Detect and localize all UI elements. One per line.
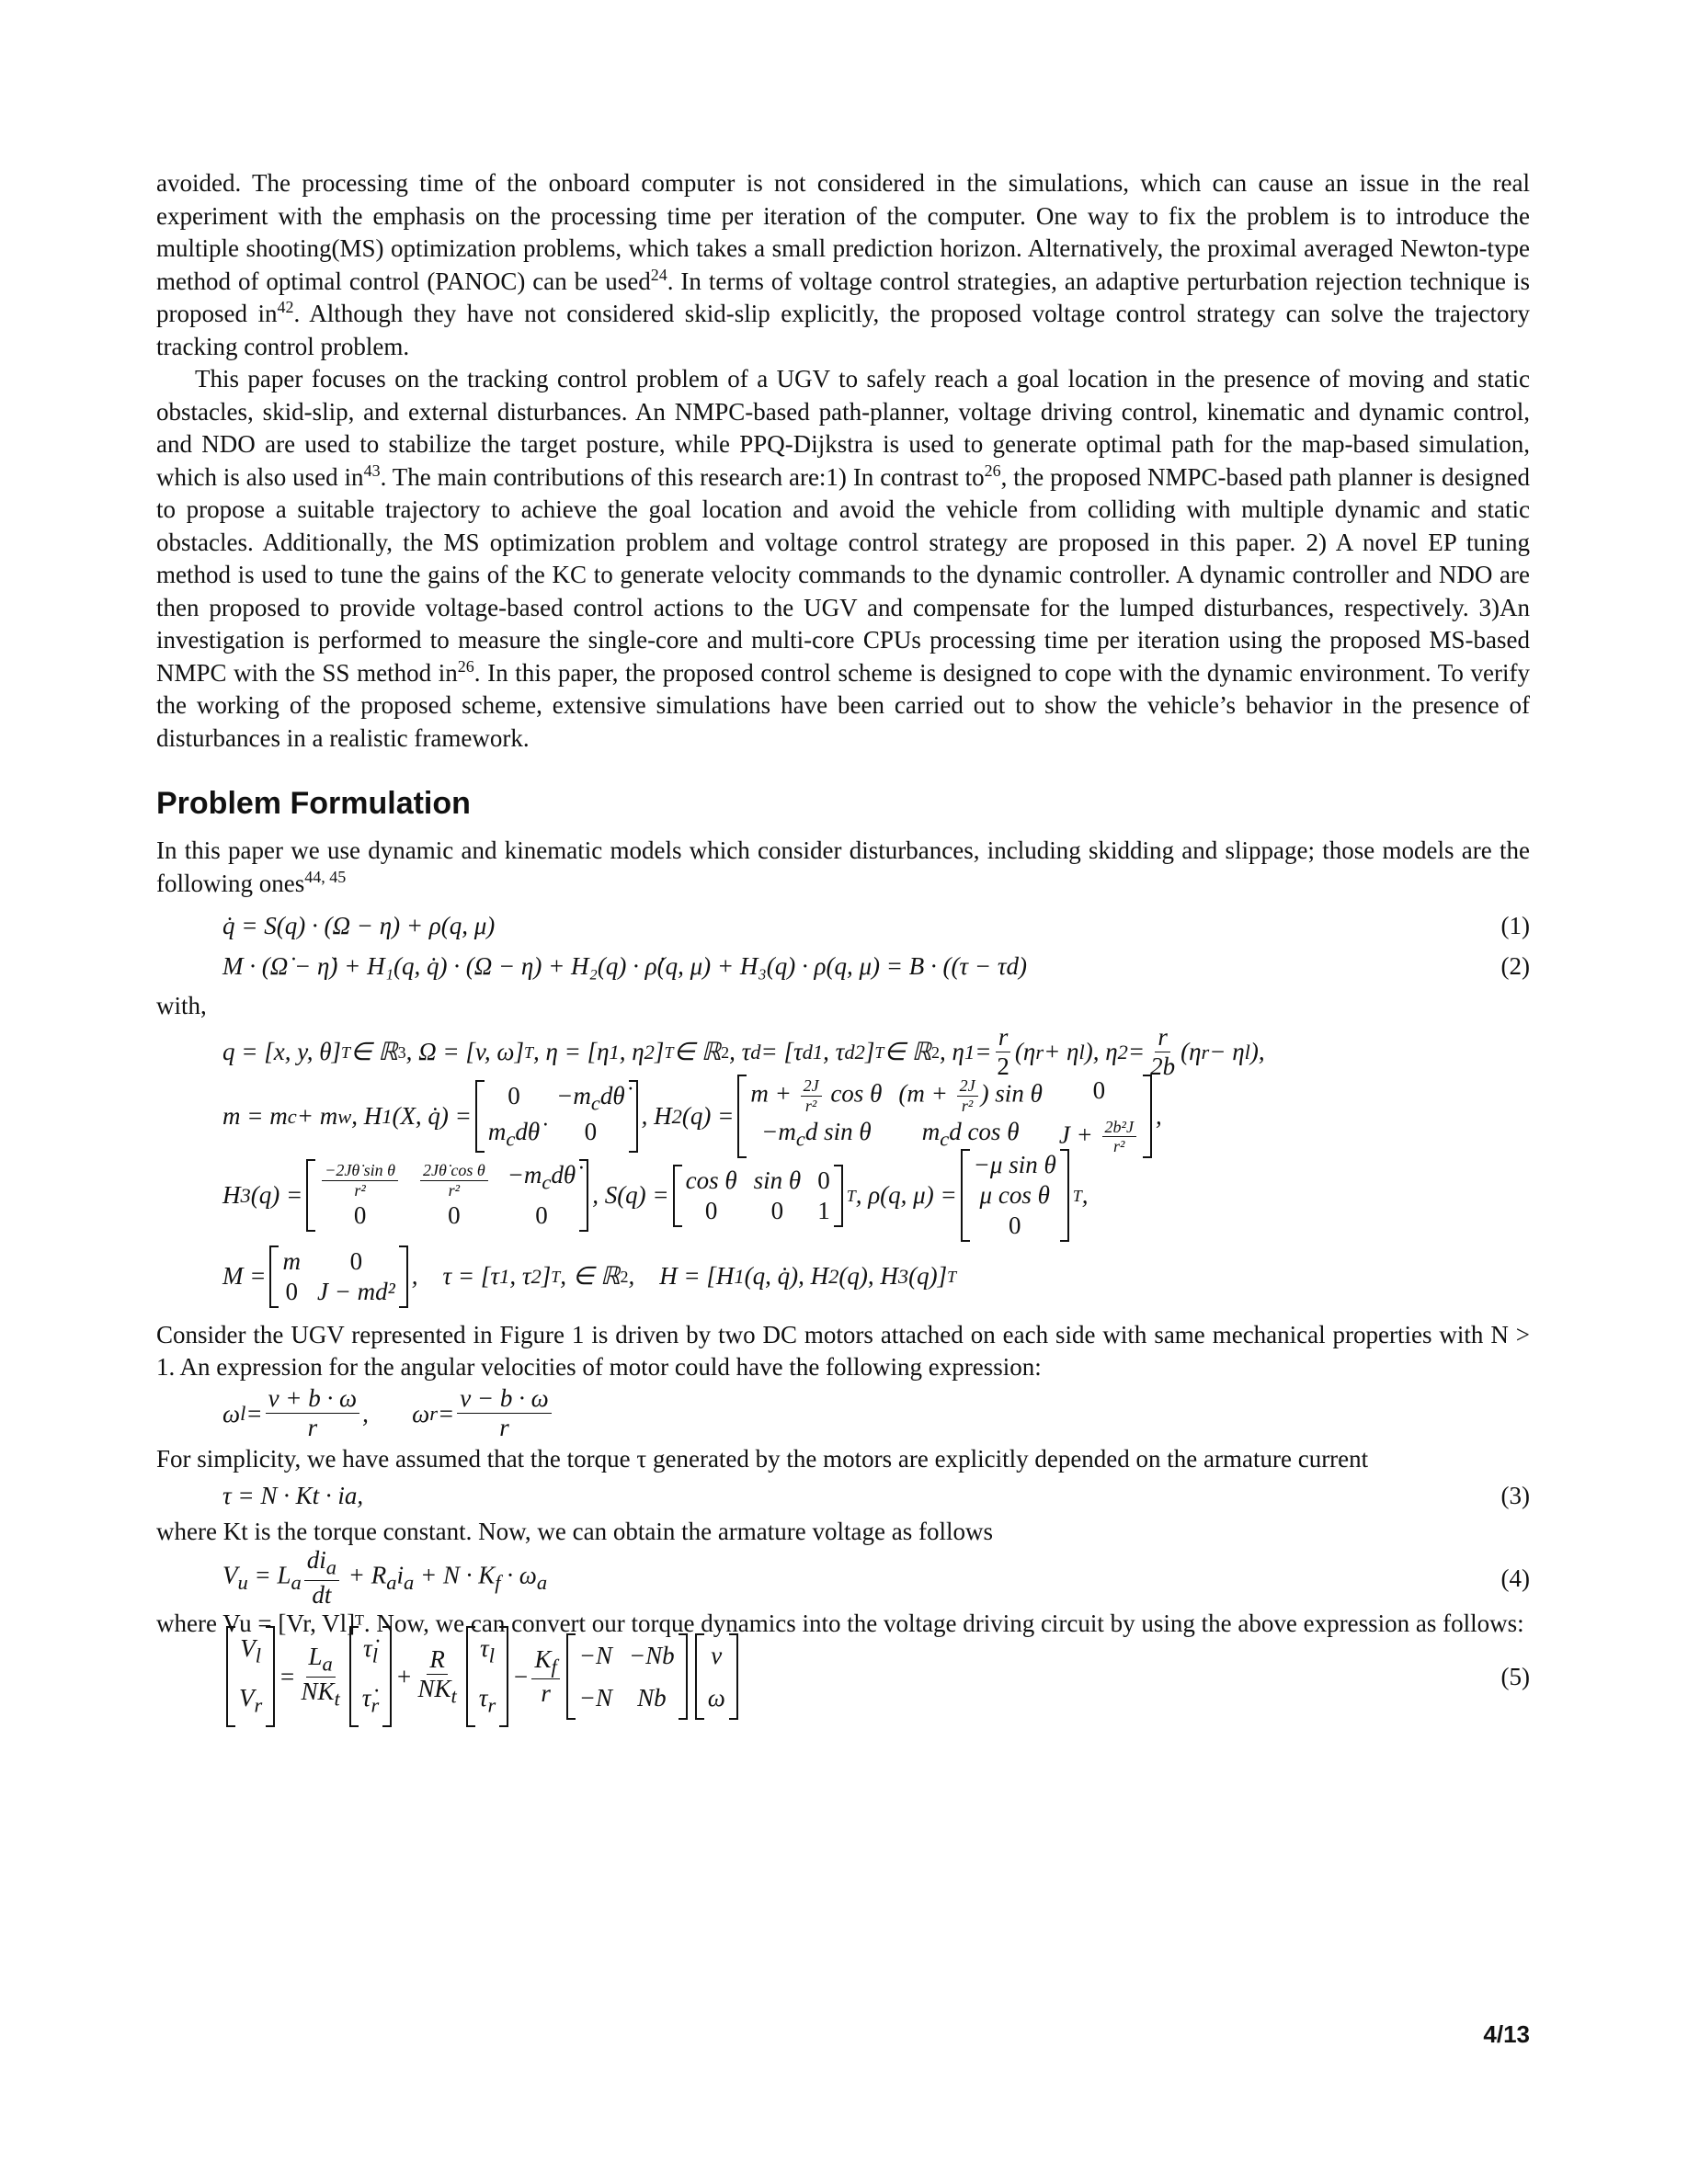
citation[interactable]: 44, 45 [304,867,347,886]
citation[interactable]: 26 [457,656,474,676]
equation-4: $V_u = L_a$ $\frac{di_a}{dt}$ + $R_ai_a + N \cdot K_f \cdot \omega_a$ (4) [222,1546,1530,1609]
paragraph-with: with, [156,992,207,1019]
citation[interactable]: 26 [984,461,1001,480]
definitions-line-4: M = m 0 0 J − md² , τ = [τ 1 , τ 2 ] T , ∈ ℝ 2 , H = [H 1 (q, q̇), H 2 (q), H 3 (q)] T [222,1240,1530,1314]
paragraph-motors: Consider the UGV represented in Figure 1 is driven by two DC motors attached on each side with same mechanical properties with N > 1. An expression for the angular velocities of motor could have the following expression: [156,1320,1530,1381]
paragraph-torque: For simplicity, we have assumed that the torque τ generated by the motors are explicitly depended on the armature current [156,1444,1369,1473]
equation-3: τ = N · Kt · ia, (3) [156,1475,1530,1516]
equation-number: (1) [1500,912,1530,939]
paragraph-torque-constant: where Kt is the torque constant. Now, we can obtain the armature voltage as follows [156,1518,993,1545]
equation-number: (3) [1500,1482,1530,1509]
paragraph-intro-2: This paper focuses on the tracking control problem of a UGV to safely reach a goal location in the presence of moving and static obstacles, skid-slip, and external disturbances. An NMPC-based path-planner, voltage driving control, kinematic and dynamic control, and NDO are used to stabilize the target posture, while PPQ-Dijkstra is used to generate optimal path for the map-based simulation, which is also used $in^{43}$. The main contributions of this research are:1) In contrast $to^{26}$, the proposed NMPC-based path planner is designed to propose a suitable trajectory to achieve the goal location and avoid the vehicle from colliding with multiple dynamic and static obstacles. Additionally, the MS optimization problem and voltage control strategy are proposed in this paper. 2) A novel EP tuning method is used to tune the gains of the KC to generate velocity commands to the dynamic controller. A dynamic controller and NDO are then proposed to provide voltage-based control actions to the UGV and compensate for the lumped disturbances, respectively. 3)An investigation is performed to measure the single-core and multi-core CPUs processing time per iteration using the proposed MS-based NMPC with the SS method $in^{26}$. In this paper, the proposed control scheme is designed to cope with the dynamic environment. To verify the working of the proposed scheme, extensive simulations have been carried out to show the vehicle’s behavior in the presence of disturbances in a realistic framework. [156,365,1530,752]
definitions-line-2: m = m c + m w , H 1 (X, q̇) = 0 $-m_cd\thetȧ$ $m_cd\thetȧ$ 0 , H 2 (q) = m + $\frac{2J}{\text{r²}}$ cos θ (m + $\frac{2J}{\text{r²}}$ ) sin θ 0 $-m_cd$ sin θ $m_cd$ cos θ J + $\frac{\text{2b²J}}{\text{r²}}$ , [222,1082,1530,1152]
page-number: 4/13 [1483,2020,1530,2048]
paragraph-intro-1: avoided. The processing time of the onboard computer is not considered in the simulations, which can cause an issue in the real experiment with the emphasis on the processing time per iteration of the computer. One way to fix the problem is to introduce the multiple shooting(MS) optimization problems, which takes a small prediction horizon. Alternatively, the proximal averaged Newton-type method of optimal control (PANOC) can be used$^{24}$. In terms of voltage control strategies, an adaptive perturbation rejection technique is proposed $in^{42}$. Although they have not considered skid-slip explicitly, the proposed voltage control strategy can solve the trajectory tracking control problem. [156,169,1531,360]
equation-number: (2) [1500,952,1530,980]
equation-number: (5) [1500,1663,1530,1690]
paragraph-models: In this paper we use dynamic and kinematic models which consider disturbances, including skidding and slippage; those models are the following ones$^{44, 45}$ [156,836,1530,897]
paragraph-voltage: where Vu = [Vr, Vl]ᵀ. Now, we can convert our torque dynamics into the voltage driving circuit by using the above expression as follows: [156,1609,1524,1637]
section-heading: Problem Formulation [156,786,471,821]
page-body [156,167,1531,1717]
definitions-line-3: H 3 (q) = $\frac{\text{−2Jθ̇ sin θ}}{\text{r²}}$ $\frac{\text{2Jθ̇ cos θ}}{\text{r²}}$ $-m_cd\thetȧ$ 0 0 0 , S(q) = cos θ sin θ 0 0 0 1 T , ρ(q, μ) = −μ sin θ μ cos θ 0 T , [222,1152,1530,1240]
definitions-line-1: q = [x, y, θ] T ∈ ℝ 3 , Ω = [v, ω] T , η = [η 1 , η 2 ] T ∈ ℝ 2 , τ d = [τ d1 , τ d2 ] T ∈ ℝ 2 , η 1 = $\frac{r}{2}$ (η r + η l ), η 2 = $\frac{r}{2b}$ (η r − η l ), [222,1022,1265,1080]
equation-1: q̇ = S(q) · (Ω − η) + ρ(q, μ) (1) [156,905,1530,946]
equation-5: $V_l$ $V_r$ = $\frac{L_a}{NK_t}$ $\tau̇_l$ $\tau̇_r$ + $\frac{R}{NK_t}$ $\tau_l$ $\tau_r$ − $\frac{K_f}{r}$ −N −Nb −N Nb v ω (5) [156,1640,1530,1713]
citation[interactable]: 42 [277,298,294,316]
equation-2: M · (Ω̇ − η̇) + H₁(q, q̇) · (Ω − η) + H₂(q) · ρ̇(q, μ) + H₃(q) · ρ(q, μ) = B · ((τ − τd) (2) [156,946,1530,986]
equation-number: (4) [1500,1564,1530,1592]
equation-motor-velocities: ω l = $\frac{v + b \cdot \omega}{r}$ , ω r = $\frac{v - b \cdot \omega}{r}$ [156,1384,1530,1443]
citation[interactable]: 24 [650,265,667,284]
definitions-block [156,1023,1530,1314]
citation[interactable]: 43 [363,461,381,480]
